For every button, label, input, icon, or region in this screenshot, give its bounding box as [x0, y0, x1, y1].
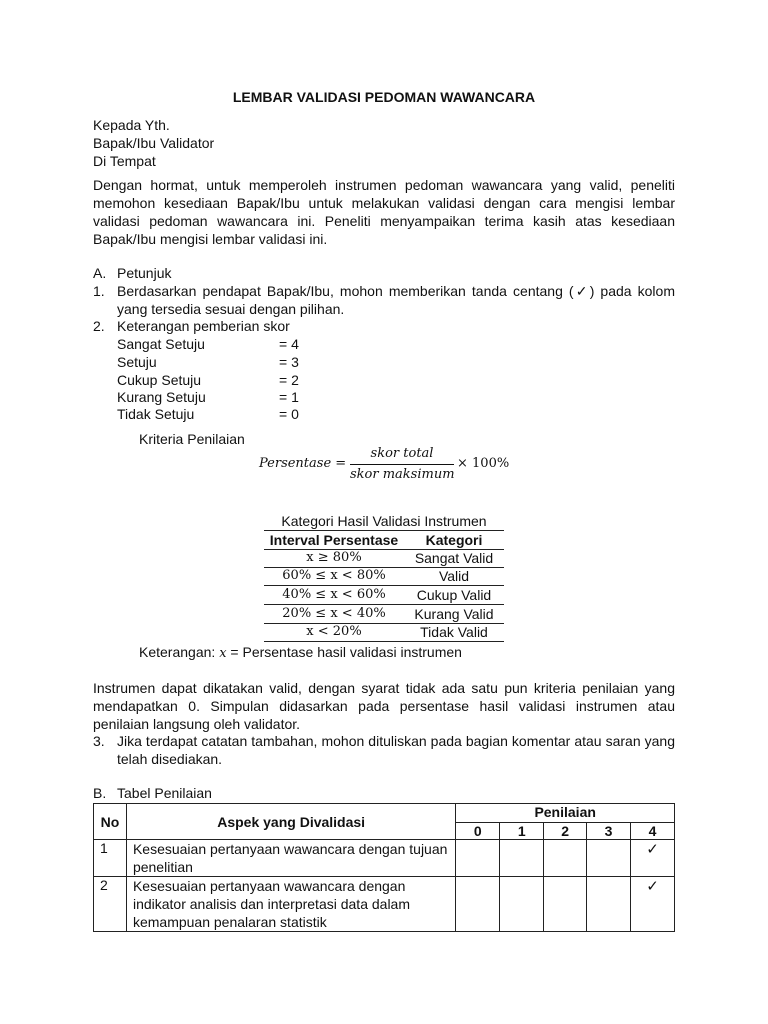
section-a-label: A.	[93, 265, 107, 281]
address-line-3: Di Tempat	[93, 153, 156, 169]
kategori-row	[264, 586, 504, 605]
table-header-row	[94, 804, 675, 823]
item-3-text: Jika terdapat catatan tambahan, mohon dituliskan pada bagian komentar atau saran yang telah disediakan.	[117, 733, 675, 767]
item-2-number: 2.	[93, 318, 105, 334]
formula-denominator: skor maksimum	[350, 467, 455, 482]
formula-lhs: Persentase =	[259, 456, 347, 471]
section-b-title: Tabel Penilaian	[117, 785, 212, 801]
score-cell-3[interactable]	[587, 877, 631, 932]
score-cell-0[interactable]	[456, 877, 500, 932]
header-score-0: 0	[456, 823, 500, 840]
score-value: = 2	[279, 372, 299, 388]
keterangan-line	[139, 643, 462, 663]
score-label: Sangat Setuju	[117, 336, 205, 352]
header-aspek: Aspek yang Divalidasi	[126, 804, 455, 840]
header-interval: Interval Persentase	[269, 532, 399, 548]
document-title: LEMBAR VALIDASI PEDOMAN WAWANCARA	[232, 89, 536, 105]
score-label: Kurang Setuju	[117, 389, 206, 405]
score-value: = 4	[279, 336, 299, 352]
score-cell-1[interactable]	[500, 840, 544, 877]
header-penilaian: Penilaian	[456, 804, 675, 823]
row-aspek: Kesesuaian pertanyaan wawancara dengan indikator analisis dan interpretasi data dalam kemampuan penalaran statistik	[126, 877, 455, 932]
row-no: 1	[94, 840, 127, 877]
kategori-cell: Cukup Valid	[416, 587, 492, 603]
kategori-row	[264, 567, 504, 586]
kategori-cell: Tidak Valid	[420, 624, 488, 640]
header-score-3: 3	[587, 823, 631, 840]
checkmark-icon[interactable]: ✓	[631, 840, 675, 877]
table-row	[94, 877, 675, 932]
section-a-title: Petunjuk	[117, 265, 172, 281]
kategori-caption: Kategori Hasil Validasi Instrumen	[281, 513, 487, 529]
header-no: No	[94, 804, 127, 840]
header-score-2: 2	[544, 823, 587, 840]
address-line-1: Kepada Yth.	[93, 117, 170, 133]
score-value: = 1	[279, 389, 299, 405]
keterangan-variable: x	[219, 646, 227, 661]
keterangan-text: = Persentase hasil validasi instrumen	[230, 644, 462, 660]
formula-numerator: skor total	[370, 446, 434, 461]
score-label: Cukup Setuju	[117, 372, 202, 388]
item-1-number: 1.	[93, 283, 105, 299]
kategori-cell: Sangat Valid	[414, 550, 494, 566]
kriteria-label: Kriteria Penilaian	[139, 431, 245, 447]
score-cell-2[interactable]	[544, 840, 587, 877]
score-label: Setuju	[117, 354, 157, 370]
header-score-1: 1	[500, 823, 544, 840]
checkmark-icon[interactable]: ✓	[631, 877, 675, 932]
kategori-header-row	[264, 530, 504, 550]
section-b-label: B.	[93, 785, 107, 801]
item-2-text: Keterangan pemberian skor	[117, 318, 290, 334]
item-3-number: 3.	[93, 733, 105, 749]
score-cell-1[interactable]	[500, 877, 544, 932]
score-value: = 0	[279, 406, 299, 422]
item-1-text: Berdasarkan pendapat Bapak/Ibu, mohon memberikan tanda centang (✓) pada kolom yang tersedia sesuai dengan pilihan.	[117, 283, 675, 317]
header-score-4: 4	[631, 823, 675, 840]
interval-cell: 20% ≤ x < 40%	[282, 606, 386, 621]
kategori-row	[264, 605, 504, 624]
validity-note: Instrumen dapat dikatakan valid, dengan syarat tidak ada satu pun kriteria penilaian yang mendapatkan 0. Simpulan didasarkan pada persentase hasil validasi instrumen atau penilaian langsung oleh validator.	[93, 680, 675, 732]
kategori-cell: Valid	[438, 568, 470, 584]
score-cell-3[interactable]	[587, 840, 631, 877]
interval-cell: 40% ≤ x < 60%	[282, 587, 386, 602]
keterangan-prefix: Keterangan:	[139, 644, 216, 660]
formula-rhs: × 100%	[457, 456, 510, 471]
kategori-row	[264, 623, 504, 642]
row-no: 2	[94, 877, 127, 932]
interval-cell: x < 20%	[306, 624, 362, 639]
table-row	[94, 840, 675, 877]
penilaian-table	[93, 803, 675, 932]
kategori-row	[264, 549, 504, 568]
interval-cell: 60% ≤ x < 80%	[282, 568, 386, 583]
fraction-bar	[350, 464, 454, 465]
kategori-cell: Kurang Valid	[414, 606, 494, 622]
intro-paragraph: Dengan hormat, untuk memperoleh instrumen pedoman wawancara yang valid, peneliti memohon kesediaan Bapak/Ibu untuk melakukan validasi dengan cara mengisi lembar validasi pedoman wawancara ini. Peneliti menyampaikan terima kasih atas kesediaan Bapak/Ibu mengisi lembar validasi ini.	[93, 177, 675, 247]
score-label: Tidak Setuju	[117, 406, 195, 422]
header-kategori: Kategori	[425, 532, 483, 548]
score-value: = 3	[279, 354, 299, 370]
address-line-2: Bapak/Ibu Validator	[93, 135, 215, 151]
score-cell-0[interactable]	[456, 840, 500, 877]
interval-cell: x ≥ 80%	[306, 550, 362, 565]
score-cell-2[interactable]	[544, 877, 587, 932]
row-aspek: Kesesuaian pertanyaan wawancara dengan tujuan penelitian	[126, 840, 455, 877]
